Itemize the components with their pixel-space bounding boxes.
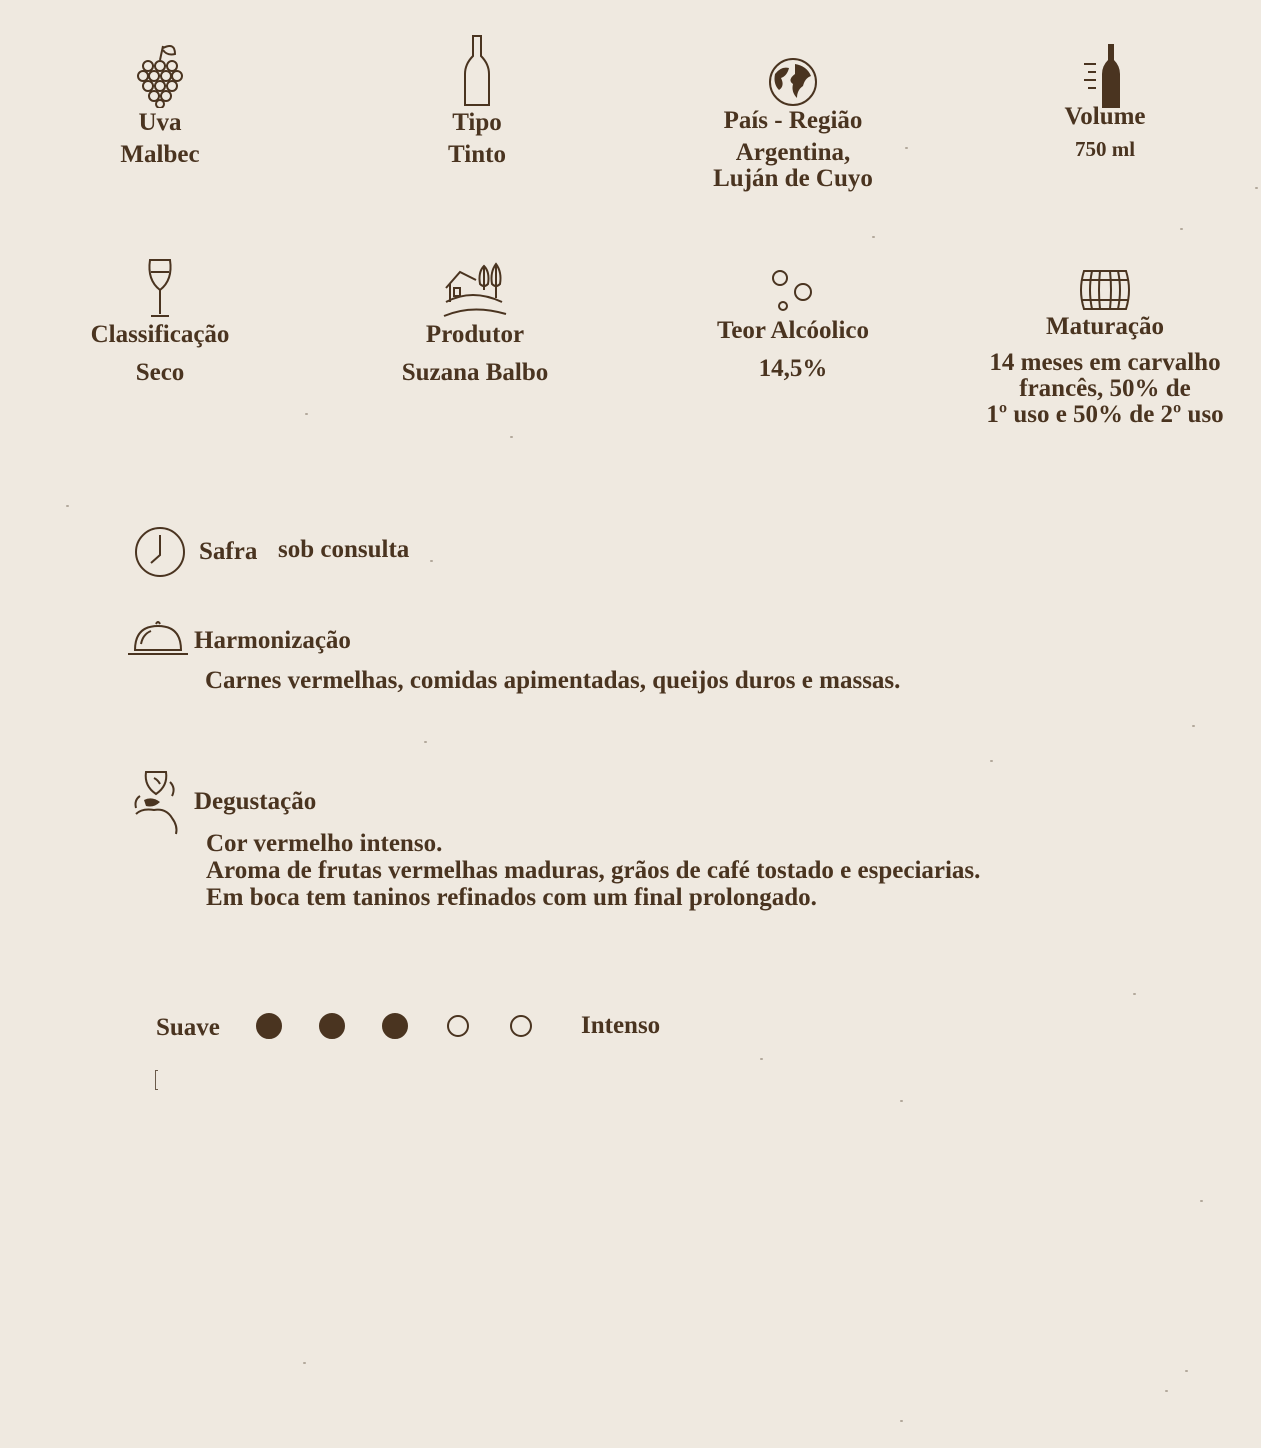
spec-label: Produtor <box>425 321 525 348</box>
spec-label: Uva <box>138 109 182 136</box>
spec-value-line: Argentina, <box>735 139 851 166</box>
intensity-right-label: Intenso <box>581 1012 661 1039</box>
spec-value-line: 14 meses em carvalho <box>989 349 1221 376</box>
barrel-icon <box>1076 268 1134 312</box>
spec-value: Seco <box>135 359 185 386</box>
spec-value: 750 ml <box>1074 137 1136 161</box>
intensity-dot-empty <box>447 1015 469 1037</box>
spec-teor <box>693 266 893 382</box>
spec-value-line: francês, 50% de <box>1019 375 1191 402</box>
spec-value: 14,5% <box>758 355 828 382</box>
spec-volume <box>1005 42 1205 162</box>
spec-value-line: 1º uso e 50% de 2º uso <box>986 401 1224 428</box>
spec-value: Suzana Balbo <box>401 359 549 386</box>
winery-icon <box>442 258 508 320</box>
spec-uva <box>60 42 260 168</box>
bottle-outline-icon <box>462 34 492 108</box>
tasting-glass-icon <box>132 768 184 836</box>
intensity-left-label: Suave <box>156 1014 220 1041</box>
intensity-dot-filled <box>382 1013 408 1039</box>
spec-label: Teor Alcóolico <box>716 317 870 344</box>
spec-maturacao <box>970 268 1240 428</box>
cursor-mark <box>155 1070 158 1090</box>
intensity-scale <box>256 1013 546 1043</box>
clock-icon <box>133 525 187 579</box>
spec-produtor <box>375 258 575 386</box>
wine-glass-icon <box>145 258 175 320</box>
degustacao-line: Aroma de frutas vermelhas maduras, grãos de café tostado e especiarias. <box>206 857 981 884</box>
spec-label: País - Região <box>723 107 863 134</box>
harmonizacao-text: Carnes vermelhas, comidas apimentadas, queijos duros e massas. <box>205 667 901 694</box>
spec-label: Tipo <box>452 109 502 136</box>
degustacao-line: Cor vermelho intenso. <box>206 830 443 857</box>
spec-value-line: Luján de Cuyo <box>713 165 873 192</box>
grape-icon <box>135 42 185 108</box>
harmonizacao-label: Harmonização <box>194 627 351 654</box>
bottle-filled-icon <box>1080 42 1130 110</box>
spec-pais <box>655 56 931 192</box>
spec-label: Classificação <box>90 321 230 348</box>
spec-value: Tinto <box>448 141 506 168</box>
spec-value <box>970 350 1240 428</box>
intensity-dot-empty <box>510 1015 532 1037</box>
intensity-dot-filled <box>256 1013 282 1039</box>
degustacao-label: Degustação <box>194 788 317 815</box>
intensity-dot-filled <box>319 1013 345 1039</box>
degustacao-line: Em boca tem taninos refinados com um final prolongado. <box>206 884 817 911</box>
safra-value: sob consulta <box>278 536 410 563</box>
bubbles-icon <box>768 266 818 316</box>
spec-label: Volume <box>1064 103 1146 130</box>
cloche-icon <box>127 618 189 658</box>
globe-icon <box>767 56 819 108</box>
spec-classificacao <box>60 258 260 386</box>
degustacao-text <box>206 830 980 911</box>
spec-value: Malbec <box>120 141 200 168</box>
spec-label: Maturação <box>1045 313 1165 340</box>
spec-value <box>655 140 931 192</box>
safra-label: Safra <box>199 538 258 565</box>
spec-tipo <box>377 34 577 168</box>
